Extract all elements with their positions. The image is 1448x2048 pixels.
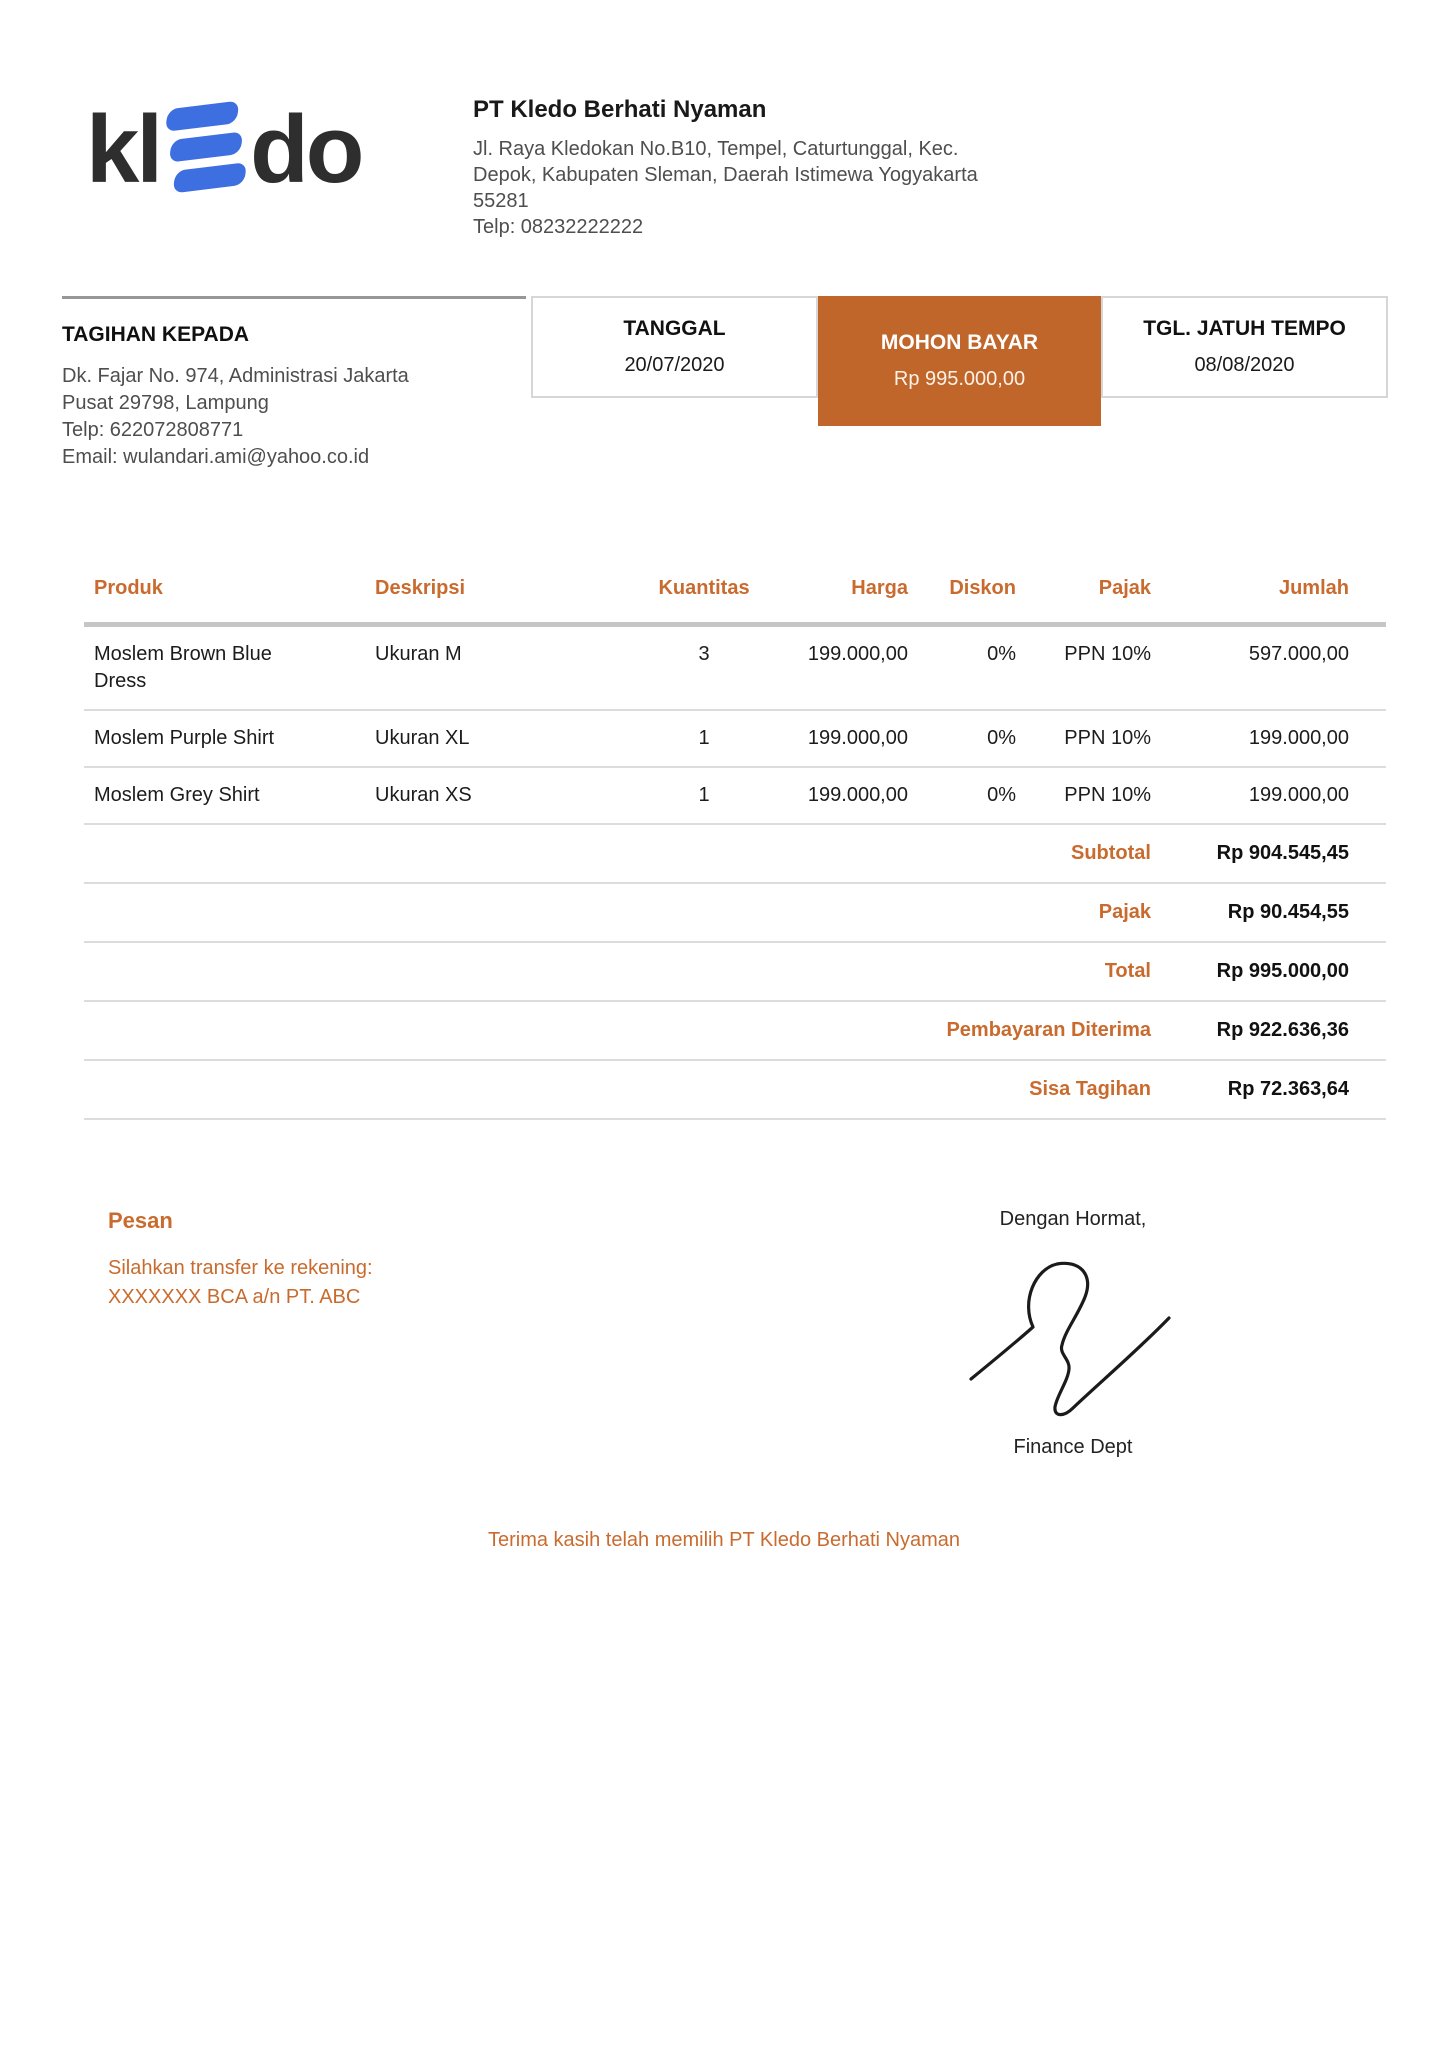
item-quantity: 3 [698, 643, 710, 665]
grand-total-row [84, 942, 1386, 1001]
item-tax: PPN 10% [1064, 643, 1151, 665]
bill-to-address-line-2: Pusat 29798, Lampung [62, 392, 269, 414]
message-title: Pesan [108, 1208, 173, 1233]
grand-total-value: Rp 995.000,00 [1216, 960, 1349, 982]
signature-block [958, 1184, 1188, 1459]
table-row [84, 710, 1386, 767]
subtotal-value: Rp 904.545,45 [1216, 842, 1349, 864]
message-line-1: Silahkan transfer ke rekening: [108, 1257, 373, 1279]
company-name: PT Kledo Berhati Nyaman [473, 96, 767, 123]
logo-area [62, 88, 473, 240]
col-header-diskon: Diskon [949, 577, 1016, 599]
amount-due-value: Rp 995.000,00 [893, 368, 1026, 390]
item-discount: 0% [987, 643, 1016, 665]
company-address-line-2: Depok, Kabupaten Sleman, Daerah Istimewa Yogyakarta [473, 164, 978, 186]
payment-received-row [84, 1001, 1386, 1060]
amount-due-label: MOHON BAYAR [880, 331, 1039, 354]
item-product: Moslem Grey Shirt [94, 784, 260, 806]
message-line-2: XXXXXXX BCA a/n PT. ABC [108, 1286, 361, 1308]
items-header-row [84, 567, 1386, 625]
items-table [84, 567, 1386, 1120]
invoice-info-row [62, 296, 1388, 471]
table-row [84, 625, 1386, 711]
col-header-harga: Harga [851, 577, 908, 599]
items-table-wrap [84, 567, 1386, 1120]
item-discount: 0% [987, 727, 1016, 749]
col-header-produk: Produk [94, 577, 163, 599]
item-quantity: 1 [698, 727, 710, 749]
due-date-box [1101, 296, 1388, 398]
col-header-deskripsi: Deskripsi [375, 577, 466, 599]
tax-total-value: Rp 90.454,55 [1227, 901, 1349, 923]
item-quantity: 1 [698, 784, 710, 806]
grand-total-label: Total [1104, 960, 1151, 982]
balance-due-value: Rp 72.363,64 [1227, 1078, 1349, 1100]
logo-text-left: kl [86, 96, 161, 203]
company-address-line-1: Jl. Raya Kledokan No.B10, Tempel, Caturtunggal, Kec. [473, 138, 959, 160]
message-block [84, 1184, 373, 1312]
bill-to-phone: Telp: 622072808771 [62, 419, 244, 441]
item-price: 199.000,00 [807, 643, 908, 665]
footer-thank-you-note: Terima kasih telah memilih PT Kledo Berhati Nyaman [487, 1529, 961, 1551]
bill-to-block [62, 296, 526, 471]
balance-due-label: Sisa Tagihan [1029, 1078, 1151, 1100]
item-tax: PPN 10% [1064, 784, 1151, 806]
kledo-logo [62, 96, 473, 203]
signature-signer: Finance Dept [1013, 1436, 1133, 1458]
item-product: Moslem Purple Shirt [94, 727, 275, 749]
tax-total-label: Pajak [1098, 901, 1151, 923]
amount-due-box [818, 296, 1101, 426]
signature-image [963, 1257, 1183, 1422]
table-row [84, 767, 1386, 824]
item-description: Ukuran XS [375, 784, 472, 806]
meta-boxes [531, 296, 1388, 426]
item-price: 199.000,00 [807, 784, 908, 806]
payment-received-label: Pembayaran Diterima [946, 1019, 1151, 1041]
message-signature-row [84, 1184, 1388, 1459]
col-header-pajak: Pajak [1098, 577, 1151, 599]
company-phone: Telp: 08232222222 [473, 216, 644, 238]
item-discount: 0% [987, 784, 1016, 806]
company-address-line-3: 55281 [473, 190, 529, 212]
subtotal-row [84, 824, 1386, 883]
logo-text-right: do [250, 96, 362, 203]
item-amount: 597.000,00 [1248, 643, 1349, 665]
item-tax: PPN 10% [1064, 727, 1151, 749]
kledo-e-bars-icon [165, 101, 247, 193]
item-description: Ukuran M [375, 643, 462, 665]
bill-to-address-line-1: Dk. Fajar No. 974, Administrasi Jakarta [62, 365, 409, 387]
payment-received-value: Rp 922.636,36 [1216, 1019, 1349, 1041]
invoice-date-value: 20/07/2020 [624, 354, 725, 376]
item-price: 199.000,00 [807, 727, 908, 749]
invoice-date-label: TANGGAL [623, 317, 726, 340]
bill-to-title: TAGIHAN KEPADA [62, 323, 250, 346]
item-description: Ukuran XL [375, 727, 470, 749]
item-amount: 199.000,00 [1248, 727, 1349, 749]
invoice-date-box [531, 296, 818, 398]
col-header-kuantitas: Kuantitas [658, 577, 750, 599]
col-header-jumlah: Jumlah [1278, 577, 1349, 599]
due-date-label: TGL. JATUH TEMPO [1143, 317, 1346, 340]
item-product: Moslem Brown Blue Dress [94, 643, 272, 692]
signature-greeting: Dengan Hormat, [999, 1208, 1147, 1230]
balance-due-row [84, 1060, 1386, 1119]
company-info [473, 88, 978, 240]
subtotal-label: Subtotal [1071, 842, 1151, 864]
due-date-value: 08/08/2020 [1194, 354, 1295, 376]
invoice-header [0, 0, 1448, 240]
item-amount: 199.000,00 [1248, 784, 1349, 806]
bill-to-email: Email: wulandari.ami@yahoo.co.id [62, 446, 370, 468]
tax-total-row [84, 883, 1386, 942]
